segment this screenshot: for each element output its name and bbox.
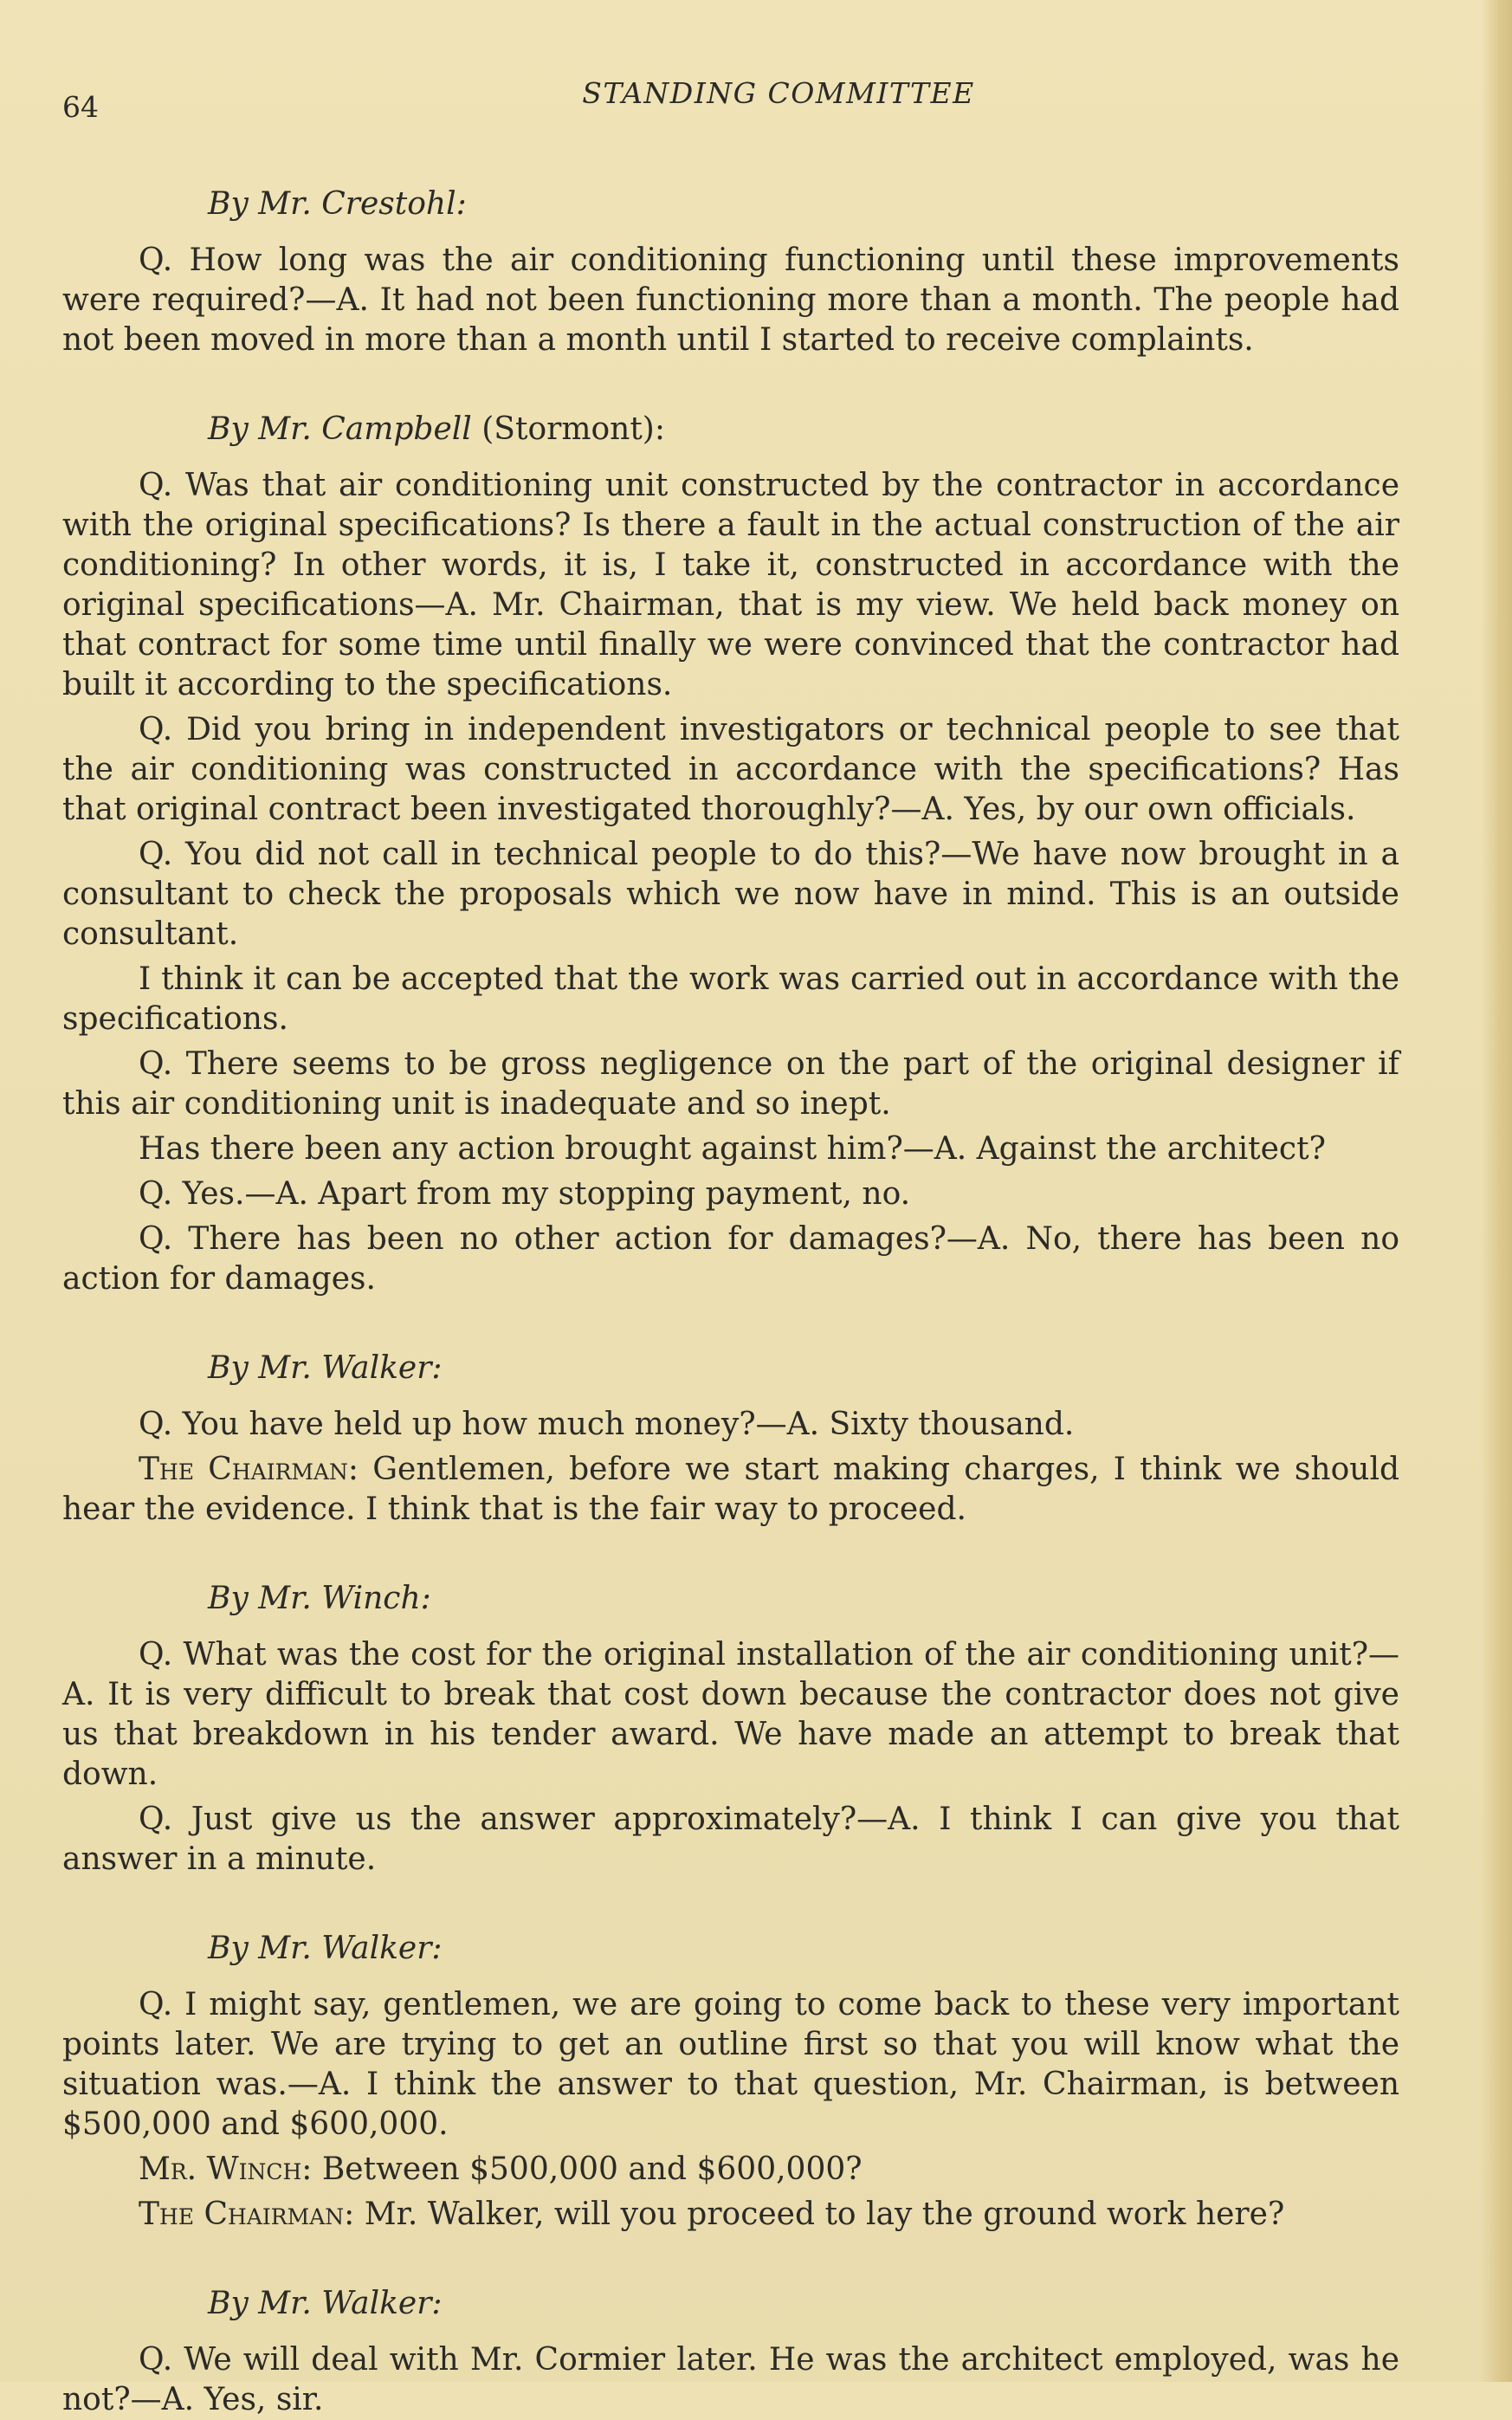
paragraph: Q. We will deal with Mr. Cormier later. He was the architect employed, was he not?—A. Yes, sir.	[62, 2342, 1399, 2417]
paragraph: Q. Did you bring in independent investigators or technical people to see that the air conditioning was constructed in accordance with the specifications? Has that original contract been investigated thoroughly?—A. Yes, by our own officials.	[62, 712, 1399, 827]
paragraph: Q. What was the cost for the original installation of the air conditioning unit?—A. It is very difficult to break that cost down because the contractor does not give us that breakdown in his tender award. We have made an attempt to break that down.	[62, 1637, 1399, 1792]
speech-paragraph	[62, 2195, 1399, 2235]
section-heading: By Mr. Crestohl:	[208, 186, 467, 222]
speech-text: Gentlemen, before we start making charges, I think we should hear the evidence. I think that is the fair way to proceed.	[62, 1452, 1399, 1527]
page-number: 64	[62, 90, 99, 124]
section-heading: By Mr. Walker:	[208, 1350, 443, 1386]
heading-suffix: (Stormont):	[481, 411, 665, 447]
speech-text: Mr. Walker, will you proceed to lay the ground work here?	[364, 2197, 1285, 2232]
speaker-name: The Chairman:	[139, 2197, 355, 2232]
paragraph: Has there been any action brought against him?—A. Against the architect?	[139, 1131, 1326, 1167]
speech-paragraph	[62, 2150, 1399, 2190]
section-heading: By Mr. Winch:	[208, 1581, 431, 1616]
speech-text: Between $500,000 and $600,000?	[321, 2151, 863, 2187]
page-edge-shading	[1481, 0, 1512, 2382]
heading-speaker: By Mr. Campbell	[208, 411, 472, 447]
section-crestohl	[62, 182, 1399, 360]
section-heading: By Mr. Walker:	[208, 1931, 443, 1966]
paragraph: Q. There has been no other action for damages?—A. No, there has been no action for damages.	[62, 1221, 1399, 1297]
document-body	[62, 182, 1399, 2420]
paragraph: Q. Just give us the answer approximately?—A. I think I can give you that answer in a minute.	[62, 1802, 1399, 1877]
running-title: STANDING COMMITTEE	[582, 76, 975, 110]
speech-paragraph	[62, 1450, 1399, 1530]
paragraph: Q. How long was the air conditioning functioning until these improvements were required?—A. It had not been functioning more than a month. The people had not been moved in more than a month until I started to receive complaints.	[62, 243, 1399, 358]
speaker-name: The Chairman:	[139, 1452, 359, 1487]
section-heading: By Mr. Walker:	[208, 2286, 443, 2321]
page-header	[62, 76, 1399, 128]
section-walker-3	[62, 2281, 1399, 2420]
paragraph: I think it can be accepted that the work was carried out in accordance with the specifications.	[62, 961, 1399, 1037]
section-winch	[62, 1576, 1399, 1880]
paragraph: Q. Was that air conditioning unit constructed by the contractor in accordance with the original specifications? Is there a fault in the actual construction of the air conditioning? In other words, it is, I take it, constructed in accordance with the original specifications—A. Mr. Chairman, that is my view. We held back money on that contract for some time until finally we were convinced that the contractor had built it according to the specifications.	[62, 468, 1399, 702]
section-heading	[208, 407, 1399, 452]
section-walker-2	[62, 1926, 1399, 2235]
paragraph: Q. Yes.—A. Apart from my stopping payment, no.	[139, 1176, 911, 1212]
paragraph: Q. I might say, gentlemen, we are going to come back to these very important points later. We are trying to get an outline first so that you will know what the situation was.—A. I think the answer to that question, Mr. Chairman, is between $500,000 and $600,000.	[62, 1987, 1399, 2142]
paragraph: Q. There seems to be gross negligence on the part of the original designer if this air conditioning unit is inadequate and so inept.	[62, 1046, 1399, 1122]
paragraph: Q. You did not call in technical people to do this?—We have now brought in a consultant to check the proposals which we now have in mind. This is an outside consultant.	[62, 837, 1399, 952]
speaker-name: Mr. Winch:	[139, 2151, 313, 2187]
paragraph: Q. You have held up how much money?—A. Sixty thousand.	[139, 1407, 1075, 1442]
section-campbell	[62, 407, 1399, 1299]
section-walker-1	[62, 1346, 1399, 1530]
